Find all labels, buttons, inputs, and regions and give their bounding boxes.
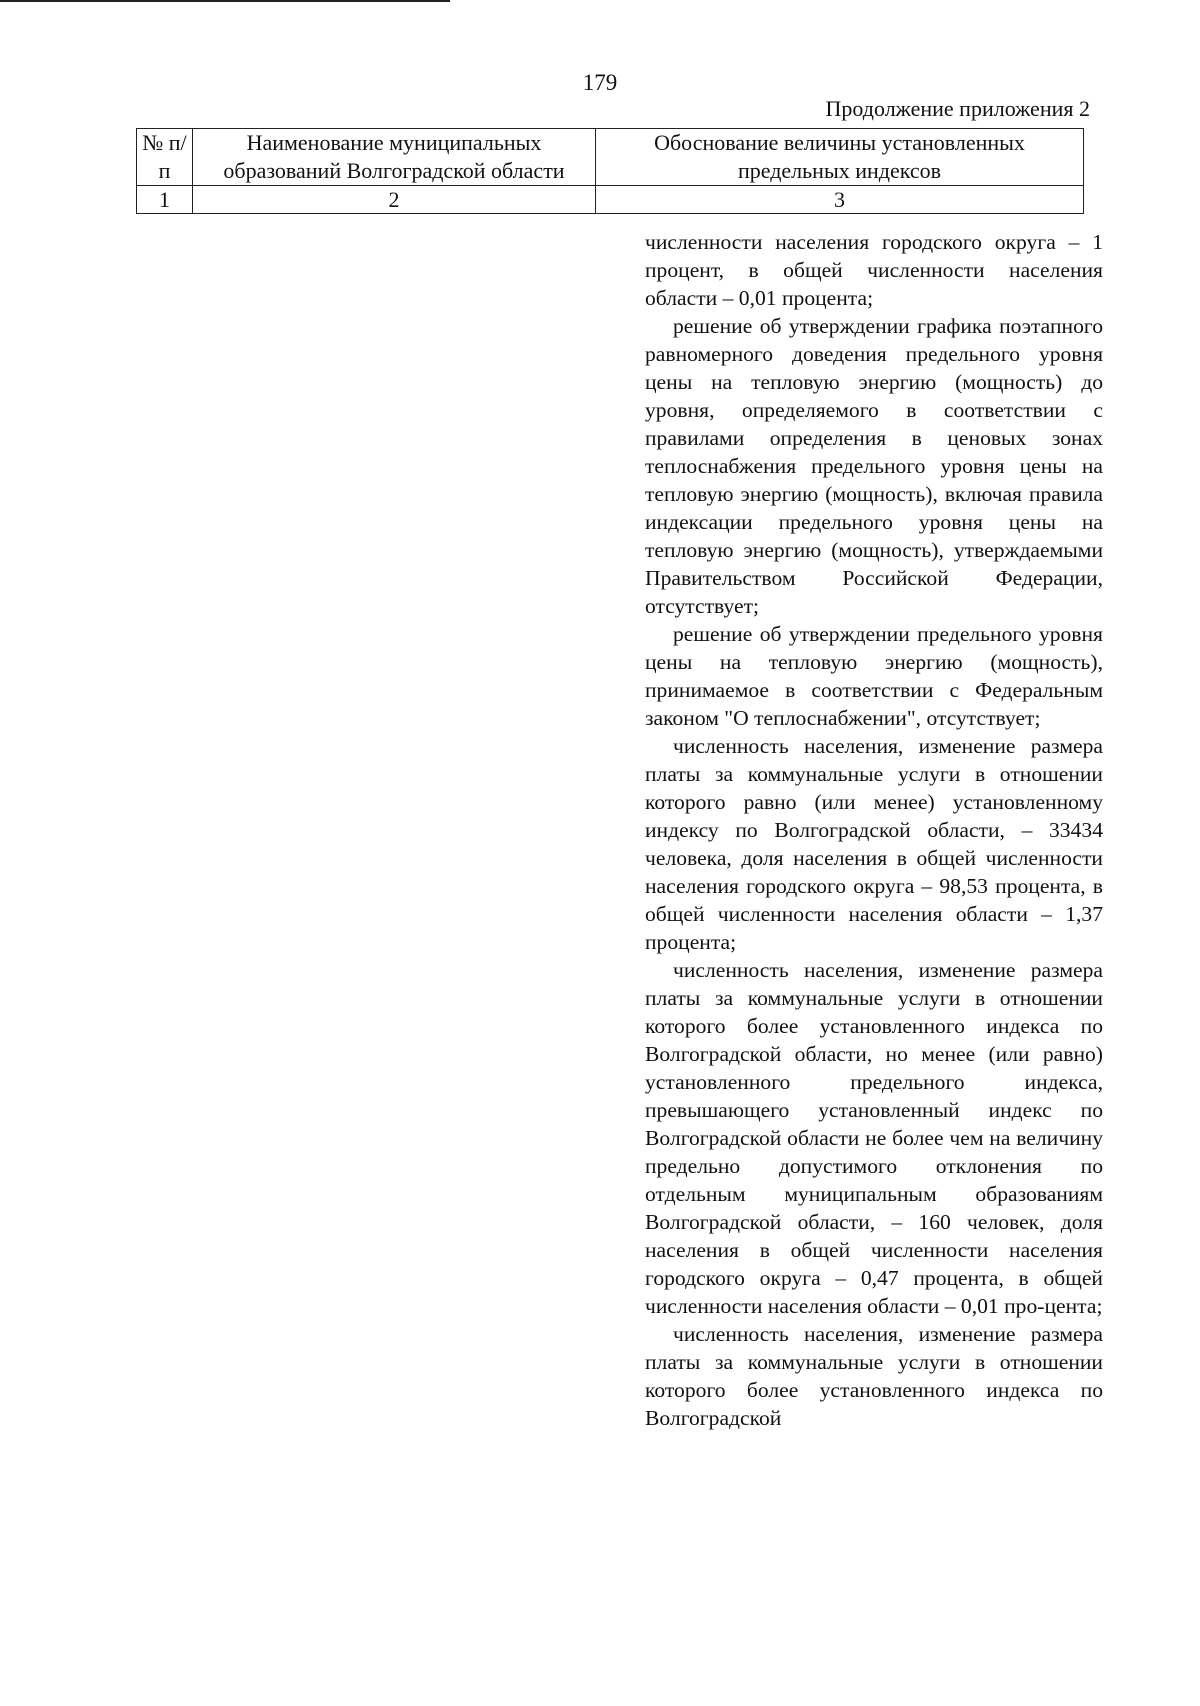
column-header-justification-label: Обоснование величины установленных предельных индексов [654,130,1025,183]
paragraph-continuation: численности населения городского округа – 1 процент, в общей численности населения области – 0,01 процента; [645,230,1103,310]
column-header-municipality [193,129,596,186]
paragraph-heat-price-schedule: решение об утверждении графика поэтапного равномерного доведения предельного уровня цены на тепловую энергию (мощность) до уровня, определяемого в соответствии с правилами определения в ценовых зонах теплоснабжения предельного уровня цены на тепловую энергию (мощность), включая правила индексации предельного уровня цены на тепловую энергию (мощность), утверждаемыми Правительством Российской Федерации, отсутствует; [645,314,1103,618]
scan-edge-mark [0,0,450,2]
column-number-2: 2 [193,186,596,214]
column-number-row [137,186,1084,214]
appendix-continuation-note: Продолжение приложения 2 [825,96,1090,121]
appendix-table-header [136,128,1084,214]
paragraph-heat-price-decision: решение об утверждении предельного уровня цены на тепловую энергию (мощность), принимаемое в соответствии с Федеральным законом "О теплоснабжении", отсутствует; [645,622,1103,730]
paragraph-population-equal-index: численность населения, изменение размера платы за коммунальные услуги в отношении которого равно (или менее) установленному индексу по Волгоградской области, – 33434 человека, доля населения в общей численности населения городского округа – 98,53 процента, в общей численности населения области – 1,37 процента; [645,734,1103,954]
page-number: 179 [582,70,618,95]
column-header-municipality-label: Наименование муниципальных образований Волгоградской области [223,130,565,183]
column-header-justification [596,129,1084,186]
column-header-number [137,129,193,186]
column-number-1: 1 [137,186,193,214]
paragraph-population-above-limit: численность населения, изменение размера платы за коммунальные услуги в отношении которого более установленного индекса по Волгоградской [645,1322,1103,1430]
paragraph-population-above-index: численность населения, изменение размера платы за коммунальные услуги в отношении которого более установленного индекса по Волгоградской области, но менее (или равно) установленного предельного индекса, превышающего установленный индекс по Волгоградской области не более чем на величину предельно допустимого отклонения по отдельным муниципальным образованиям Волгоградской области, – 160 человек, доля населения в общей численности населения городского округа – 0,47 процента, в общей численности населения области – 0,01 про-цента; [645,958,1103,1318]
column-header-number-label: № п/п [142,130,187,183]
table-header-row [137,129,1084,186]
column-number-3: 3 [596,186,1084,214]
justification-text [645,228,1103,1432]
